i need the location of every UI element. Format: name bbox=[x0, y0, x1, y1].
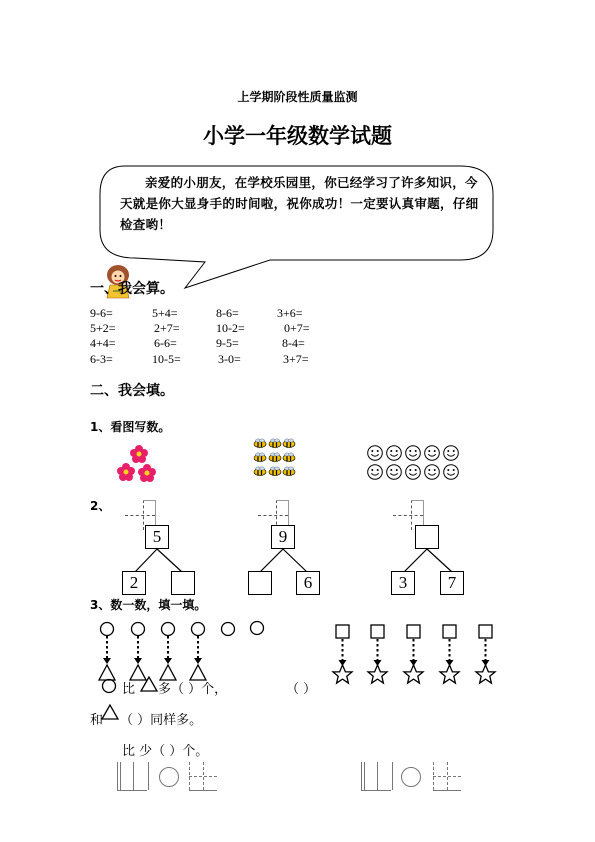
q2-label: 2、 bbox=[90, 499, 111, 513]
problem: 6-3= bbox=[90, 352, 113, 366]
square-icon bbox=[479, 625, 492, 638]
problem: 8-6= bbox=[216, 306, 239, 320]
bond2-top[interactable]: 9 bbox=[271, 525, 295, 549]
bond3-left[interactable]: 3 bbox=[391, 571, 415, 595]
circle-icon bbox=[192, 623, 205, 636]
problem: 3+6= bbox=[277, 306, 303, 320]
exam-subtitle: 上学期阶段性质量监测 bbox=[237, 90, 358, 104]
compare-line2-a: 和 bbox=[90, 713, 104, 728]
intro-text: 亲爱的小朋友，在学校乐园里，你已经学习了许多知识，今天就是你大显身手的时间啦，祝你成功！一定要认真审题，仔细检查哟！ bbox=[120, 175, 479, 232]
star-icon bbox=[440, 665, 459, 683]
circle-icon bbox=[222, 623, 235, 636]
section2-heading: 二、我会填。 bbox=[90, 383, 174, 399]
square-icon bbox=[443, 625, 456, 638]
star-icon bbox=[404, 665, 423, 683]
problem: 2+7= bbox=[154, 321, 180, 335]
compare-line3[interactable]: 比 少（ ）个。 bbox=[122, 744, 209, 759]
square-icon bbox=[407, 625, 420, 638]
problem: 10-5= bbox=[152, 352, 181, 366]
circle-icon bbox=[103, 680, 116, 693]
problem: 10-2= bbox=[216, 321, 245, 335]
square-icon bbox=[371, 625, 384, 638]
bond3-top[interactable] bbox=[415, 525, 439, 549]
problem: 9-6= bbox=[90, 306, 113, 320]
square-star-matching bbox=[330, 622, 500, 688]
bond1-top[interactable]: 5 bbox=[145, 525, 169, 549]
bond1-left[interactable]: 2 bbox=[122, 571, 146, 595]
problem: 0+7= bbox=[284, 321, 310, 335]
circle-icon bbox=[162, 623, 175, 636]
problem: 3-0= bbox=[218, 352, 241, 366]
circle-icon bbox=[402, 768, 421, 787]
problem: 5+2= bbox=[90, 321, 116, 335]
compare-box-left[interactable] bbox=[117, 762, 222, 792]
problem: 8-4= bbox=[282, 336, 305, 350]
bond2-left[interactable] bbox=[248, 571, 272, 595]
problem: 9-5= bbox=[216, 336, 239, 350]
compare-line1-a: 比 bbox=[122, 682, 136, 697]
problem: 6-6= bbox=[154, 336, 177, 350]
problem: 4+4= bbox=[90, 336, 116, 350]
problem: 5+4= bbox=[152, 306, 178, 320]
circle-icon bbox=[160, 768, 179, 787]
star-icon bbox=[476, 665, 495, 683]
circle-icon bbox=[132, 623, 145, 636]
q3-label: 3、数一数，填一填。 bbox=[90, 598, 207, 612]
compare-line2-b[interactable]: （ ）同样多。 bbox=[120, 713, 203, 728]
star-icon bbox=[333, 665, 352, 683]
triangle-icon bbox=[141, 677, 157, 691]
circle-icon bbox=[251, 622, 264, 635]
bond3-right[interactable]: 7 bbox=[440, 571, 464, 595]
bond2-right[interactable]: 6 bbox=[296, 571, 320, 595]
q1-label: 1、看图写数。 bbox=[90, 420, 171, 434]
section1-heading: 一、我会算。 bbox=[90, 281, 174, 297]
compare-line1-b: 多（ ）个， bbox=[158, 682, 228, 697]
circle-icon bbox=[101, 623, 114, 636]
problem: 3+7= bbox=[283, 352, 309, 366]
compare-line1-c[interactable]: （ ） bbox=[286, 682, 317, 697]
compare-box-right[interactable] bbox=[361, 762, 466, 792]
triangle-icon bbox=[102, 705, 118, 719]
exam-title: 小学一年级数学试题 bbox=[203, 124, 392, 148]
bond1-right[interactable] bbox=[171, 571, 195, 595]
square-icon bbox=[336, 625, 349, 638]
star-icon bbox=[368, 665, 387, 683]
